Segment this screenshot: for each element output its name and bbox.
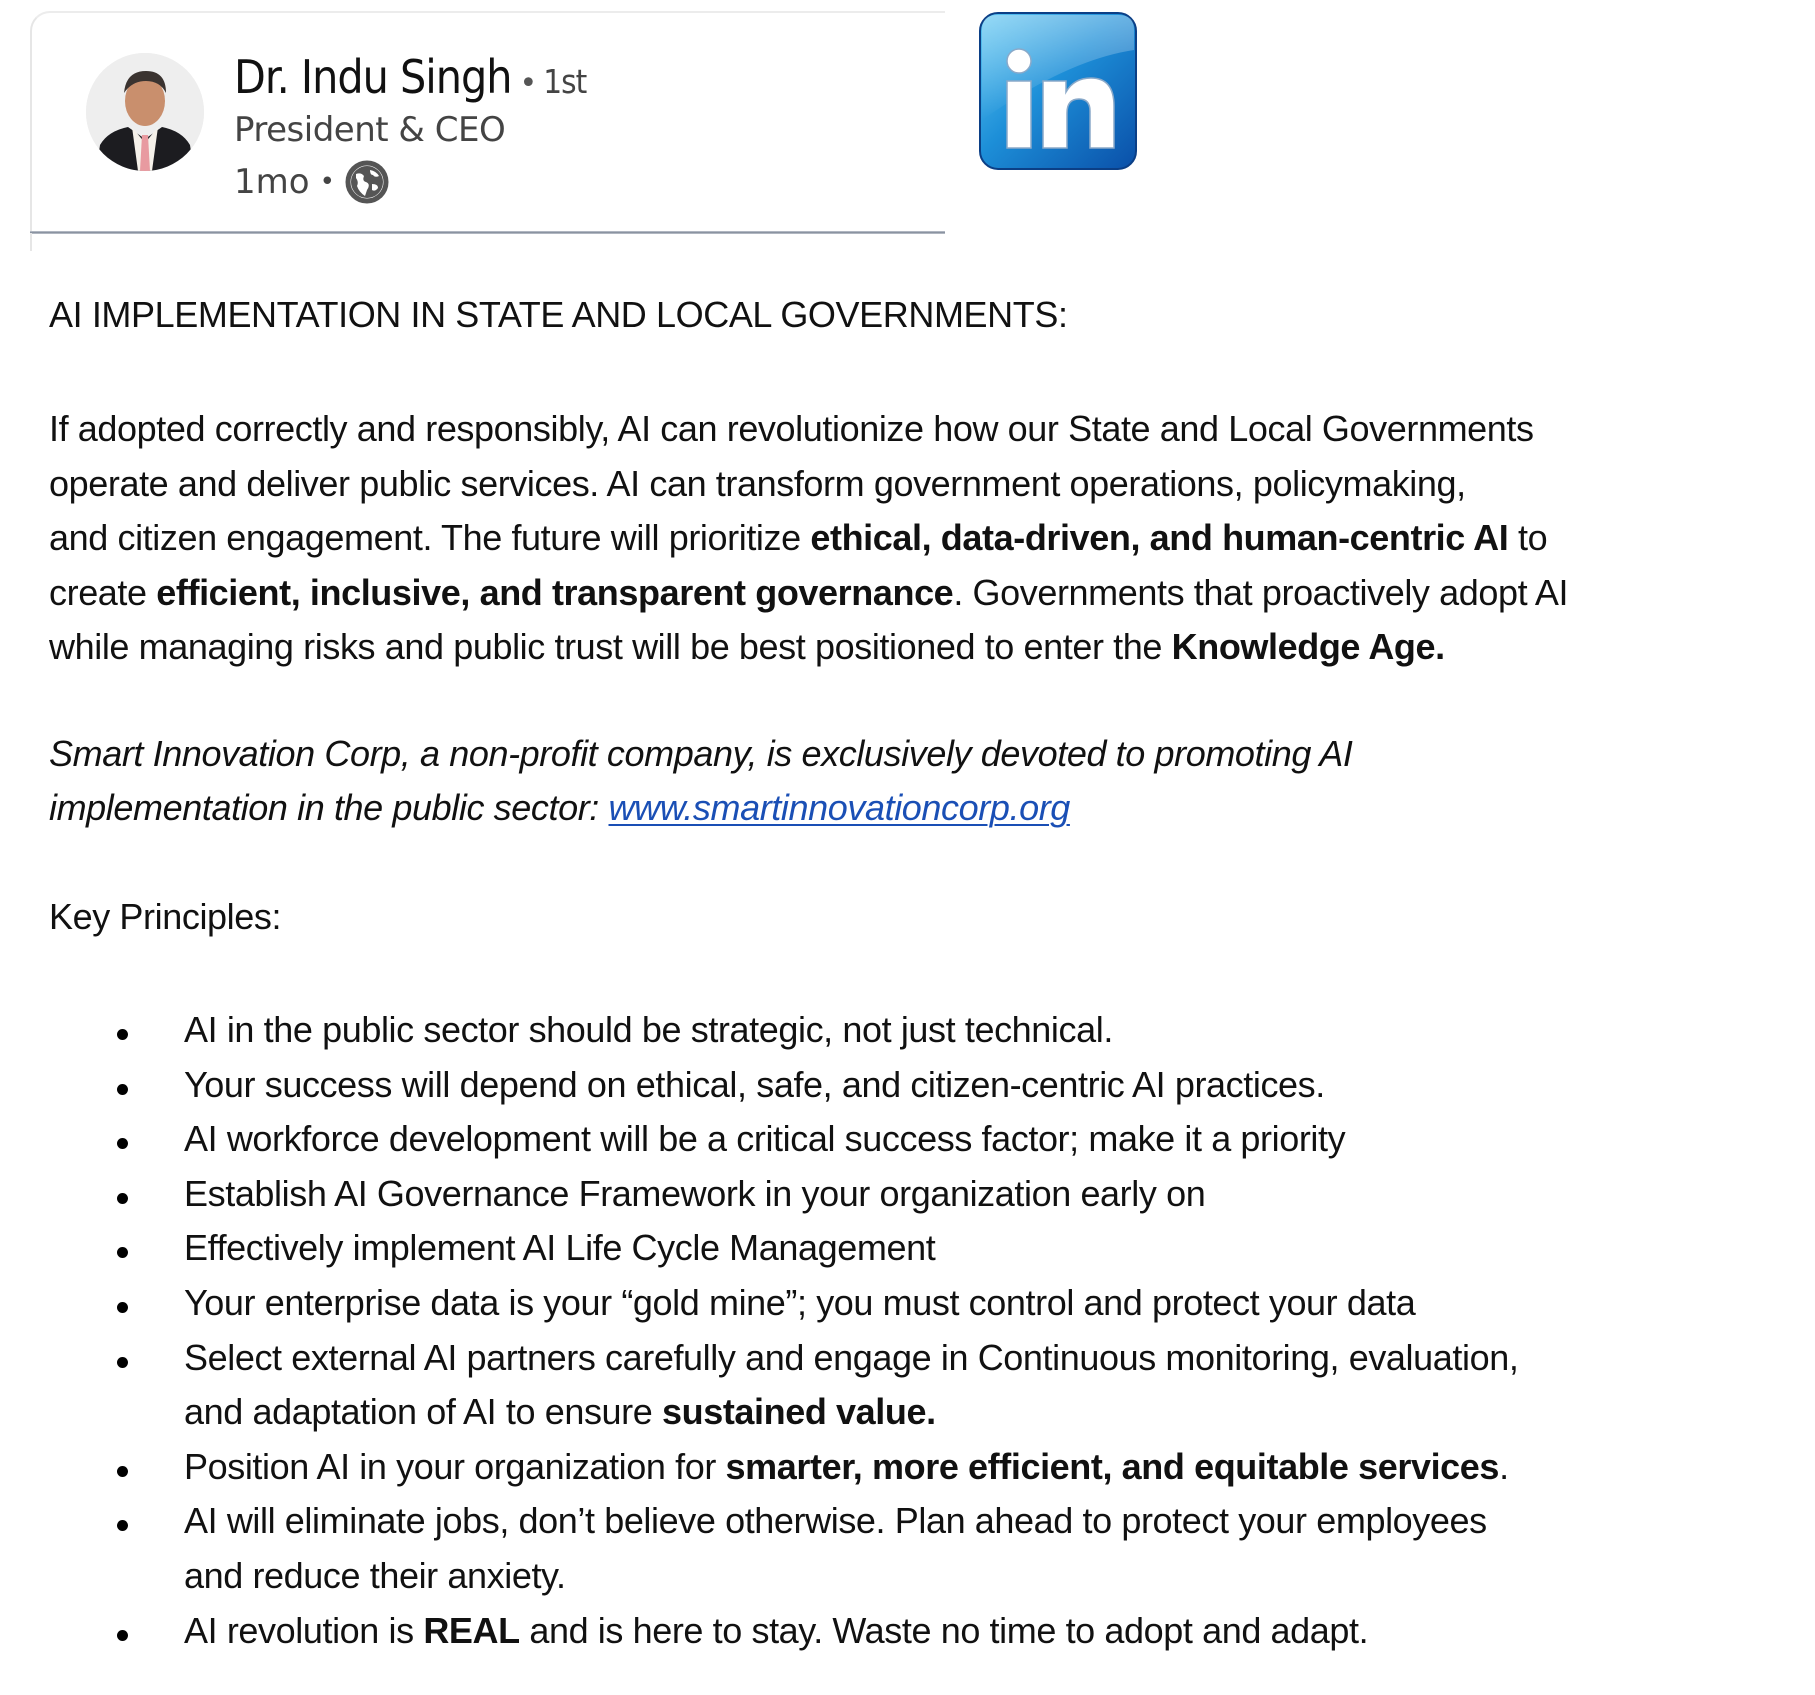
text-run: Your success will depend on ethical, safe, and citizen-centric AI practices. xyxy=(184,1063,1325,1105)
degree-separator: • xyxy=(519,66,538,101)
bullet-icon xyxy=(117,1357,128,1368)
connection-degree: 1st xyxy=(543,62,587,101)
text-run: AI revolution is xyxy=(184,1609,424,1651)
org-website-link[interactable]: www.smartinnovationcorp.org xyxy=(608,787,1070,828)
intro-line xyxy=(49,572,1568,614)
text-run: while managing risks and public trust will be best positioned to enter the xyxy=(49,626,1172,668)
linkedin-logo-icon xyxy=(977,10,1139,172)
text-run: and reduce their anxiety. xyxy=(184,1555,566,1596)
bullet-icon xyxy=(117,1193,128,1204)
emphasis-text: efficient, inclusive, and transparent governance xyxy=(156,571,954,613)
bullet-icon xyxy=(117,1029,128,1040)
text-run: If adopted correctly and responsibly, AI can revolutionize how our State and Local Governments xyxy=(49,408,1534,449)
emphasis-text: smarter, more efficient, and equitable services xyxy=(725,1445,1500,1487)
text-run: Select external AI partners carefully and engage in Continuous monitoring, evaluation, xyxy=(184,1336,1519,1378)
text-run: Your enterprise data is your “gold mine”; you must control and protect your data xyxy=(184,1282,1416,1323)
globe-icon xyxy=(345,160,389,204)
org-description-prefix: implementation in the public sector: xyxy=(49,787,609,828)
text-run: operate and deliver public services. AI can transform government operations, policymaking, xyxy=(49,462,1466,504)
org-description-line-2 xyxy=(49,787,1070,829)
intro-line xyxy=(49,463,1466,505)
text-run: AI workforce development will be a critical success factor; make it a priority xyxy=(184,1118,1346,1160)
intro-line xyxy=(49,626,1445,668)
bullet-icon xyxy=(117,1247,128,1258)
principle-item xyxy=(184,1555,566,1597)
principle-item xyxy=(184,1610,1368,1652)
post-meta xyxy=(234,160,389,204)
author-name-line xyxy=(234,50,586,104)
bullet-icon xyxy=(117,1302,128,1313)
text-run: to xyxy=(1508,517,1548,559)
emphasis-text: Knowledge Age. xyxy=(1171,626,1445,668)
principle-item xyxy=(184,1118,1345,1160)
text-run: create xyxy=(49,571,157,613)
principle-item xyxy=(184,1391,936,1433)
meta-separator: • xyxy=(319,167,335,197)
intro-line xyxy=(49,517,1547,559)
emphasis-text: sustained value. xyxy=(661,1391,936,1433)
text-run: . Governments that proactively adopt AI xyxy=(953,571,1569,613)
text-run: Establish AI Governance Framework in your organization early on xyxy=(184,1172,1206,1214)
author-name[interactable]: Dr. Indu Singh xyxy=(234,50,512,104)
card-border xyxy=(30,233,32,251)
header-divider xyxy=(30,231,945,234)
text-run: . xyxy=(1499,1445,1509,1487)
bullet-icon xyxy=(117,1466,128,1477)
principle-item xyxy=(184,1446,1509,1488)
principles-label: Key Principles: xyxy=(49,896,282,937)
intro-line xyxy=(49,408,1534,450)
avatar-photo-icon xyxy=(86,53,204,171)
post-time: 1mo xyxy=(234,162,310,202)
principle-item xyxy=(184,1337,1518,1379)
principle-item xyxy=(184,1009,1113,1051)
text-run: Position AI in your organization for xyxy=(184,1445,726,1487)
text-run: Effectively implement AI Life Cycle Management xyxy=(184,1227,936,1269)
bullet-icon xyxy=(117,1630,128,1641)
bullet-icon xyxy=(117,1520,128,1531)
text-run: AI in the public sector should be strategic, not just technical. xyxy=(184,1009,1113,1050)
text-run: AI will eliminate jobs, don’t believe otherwise. Plan ahead to protect your employees xyxy=(184,1500,1487,1542)
principle-item xyxy=(184,1500,1487,1542)
author-headline: President & CEO xyxy=(234,110,506,150)
bullet-icon xyxy=(117,1084,128,1095)
principle-item xyxy=(184,1173,1205,1215)
emphasis-text: REAL xyxy=(423,1609,520,1651)
text-run: and adaptation of AI to ensure xyxy=(184,1391,662,1433)
text-run: and citizen engagement. The future will prioritize xyxy=(49,517,811,559)
bullet-icon xyxy=(117,1138,128,1149)
document-heading: AI IMPLEMENTATION IN STATE AND LOCAL GOVERNMENTS: xyxy=(49,294,1068,335)
text-run: and is here to stay. Waste no time to adopt and adapt. xyxy=(519,1609,1369,1651)
principle-item xyxy=(184,1064,1325,1106)
principle-item xyxy=(184,1227,935,1269)
org-description-line-1: Smart Innovation Corp, a non-profit company, is exclusively devoted to promoting AI xyxy=(49,733,1353,774)
emphasis-text: ethical, data-driven, and human-centric AI xyxy=(810,517,1509,559)
avatar[interactable] xyxy=(86,53,204,171)
principle-item xyxy=(184,1282,1415,1324)
